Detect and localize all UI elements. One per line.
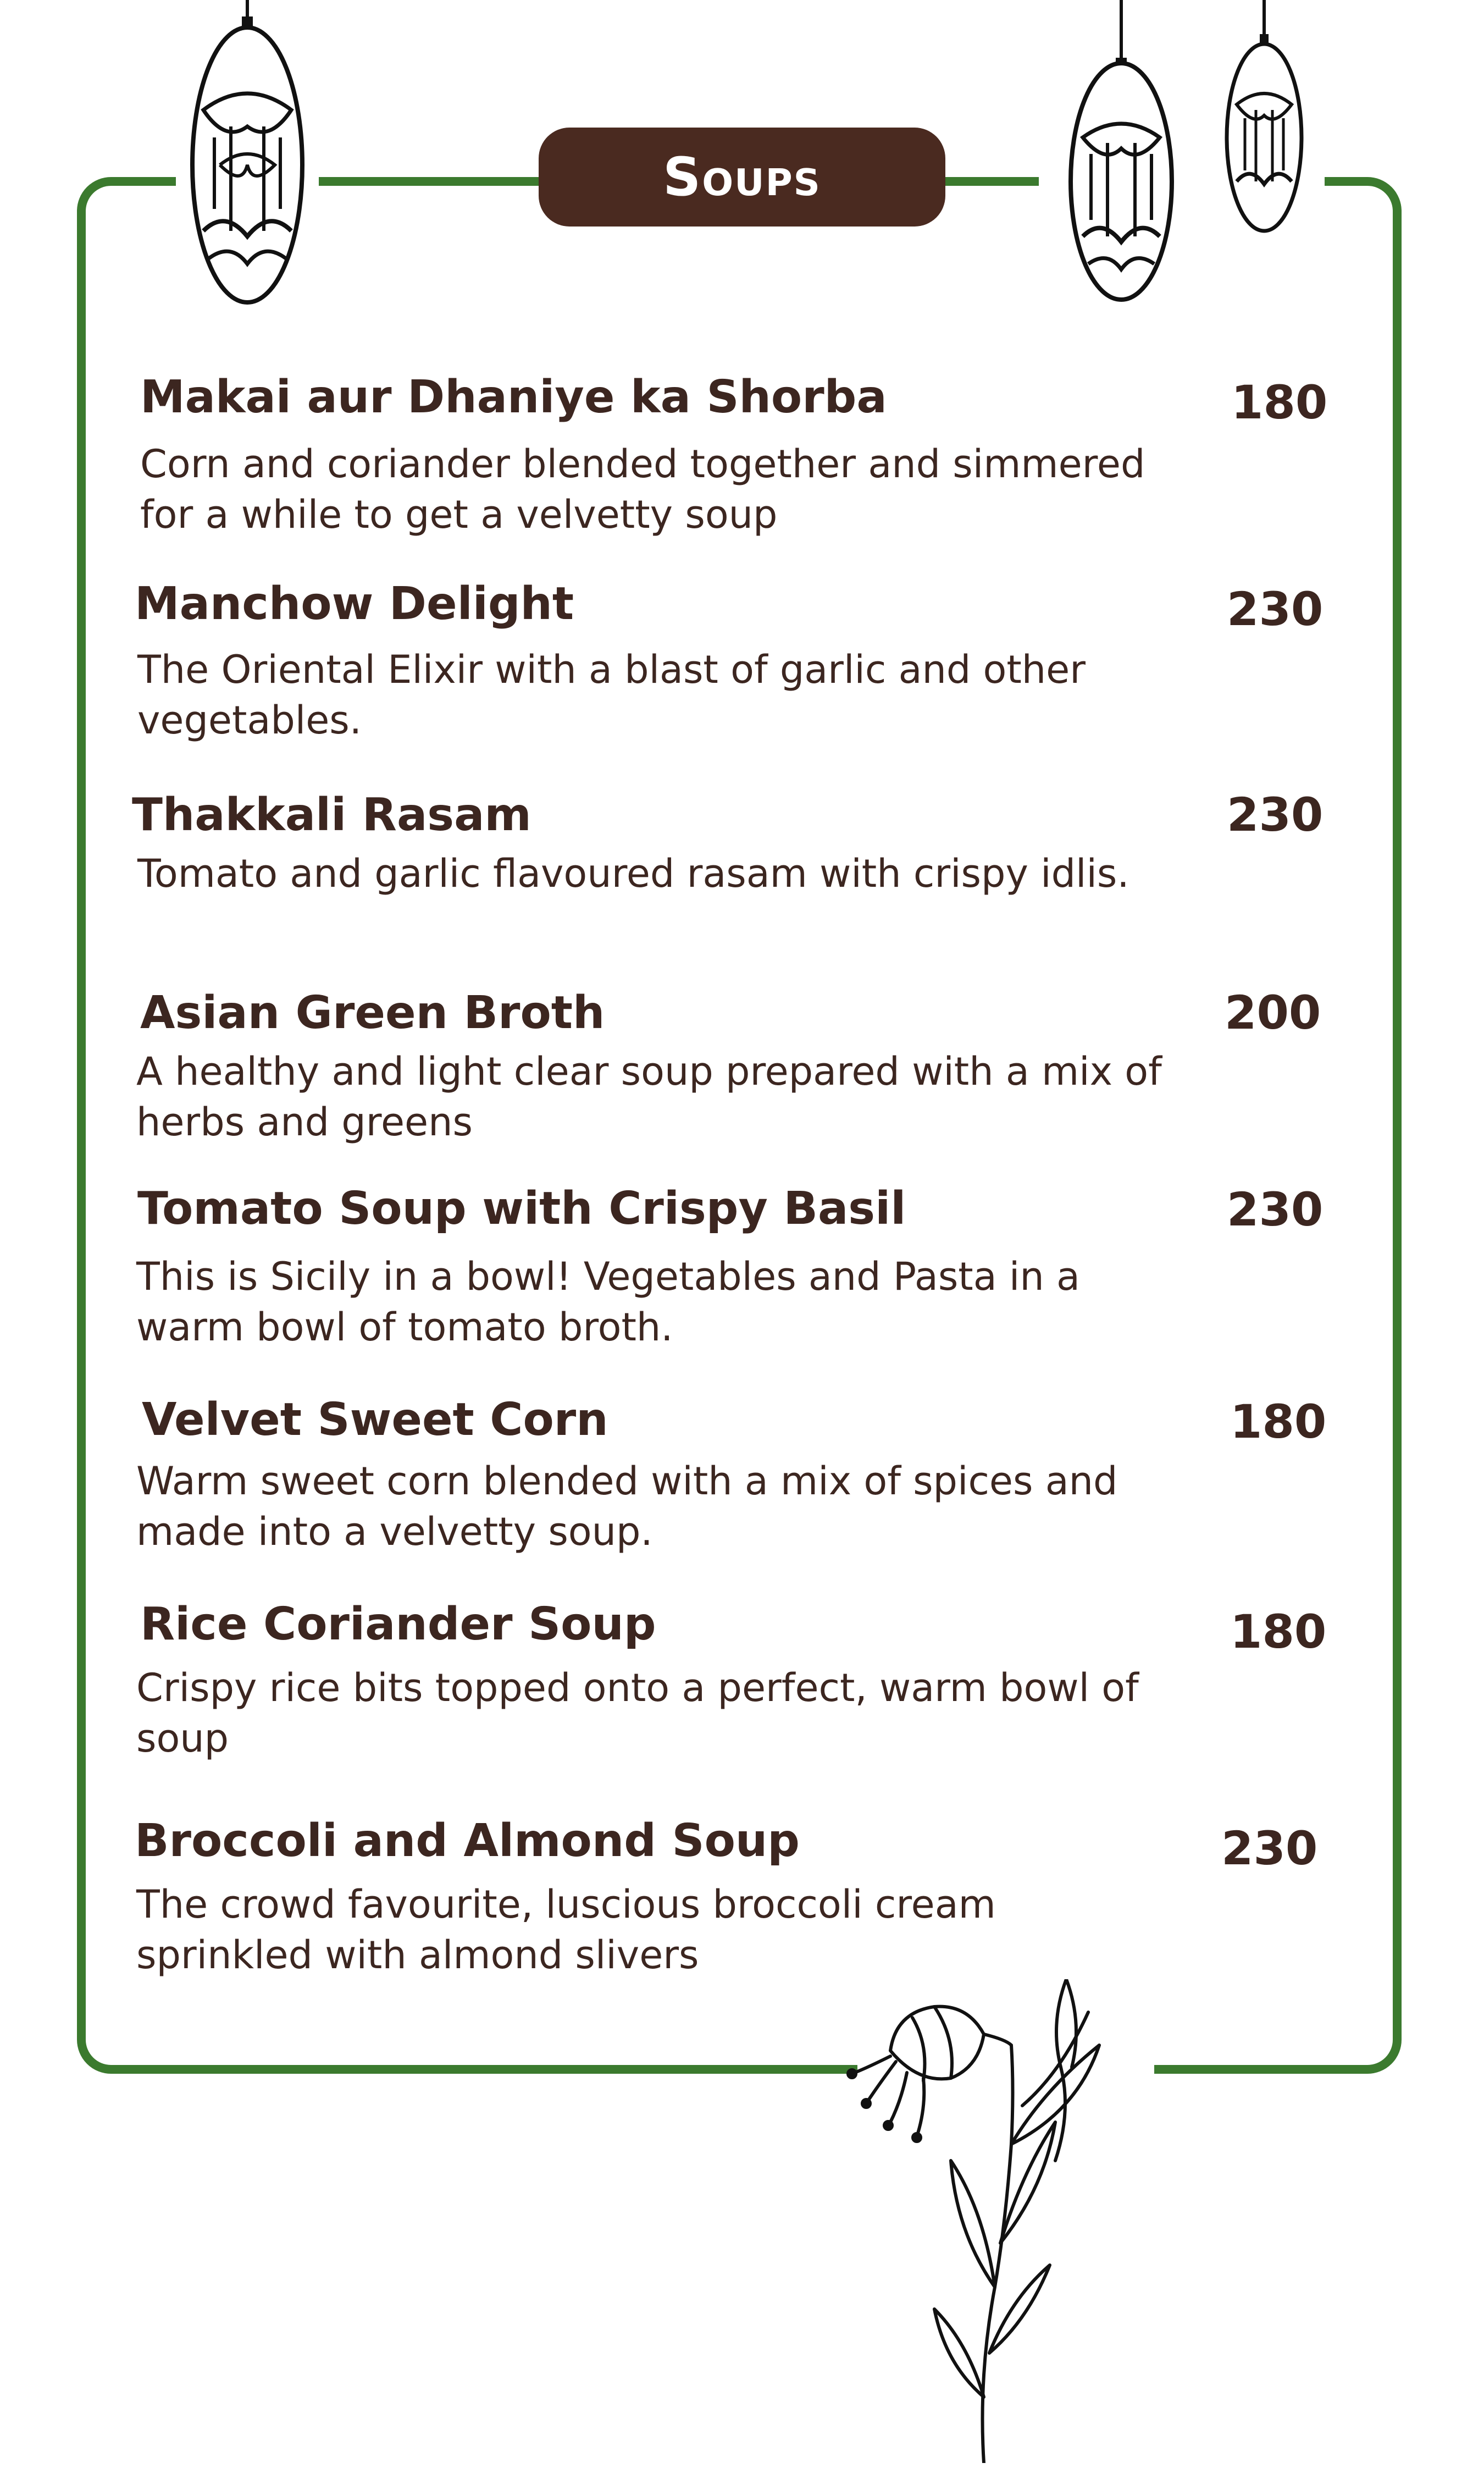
item-name: Velvet Sweet Corn — [142, 1394, 608, 1446]
item-description: A healthy and light clear soup prepared with a mix of herbs and greens — [136, 1049, 1162, 1145]
hanging-lamp-icon — [1061, 0, 1182, 308]
item-name: Manchow Delight — [135, 578, 574, 630]
section-title-badge — [539, 128, 945, 227]
item-description: Corn and coriander blended together and simmered for a while to get a velvetty soup — [140, 441, 1145, 537]
item-price: 230 — [1221, 1821, 1318, 1875]
item-name: Makai aur Dhaniye ka Shorba — [140, 371, 887, 423]
item-price: 230 — [1227, 788, 1324, 842]
item-name: Thakkali Rasam — [132, 789, 531, 841]
item-description: Tomato and garlic flavoured rasam with crispy idlis. — [137, 851, 1129, 896]
item-name: Tomato Soup with Crispy Basil — [137, 1183, 906, 1235]
item-name: Asian Green Broth — [140, 987, 605, 1039]
hanging-lamp-icon — [181, 0, 313, 308]
section-title: Soups — [663, 146, 821, 208]
item-price: 180 — [1230, 1605, 1327, 1659]
item-description: Crispy rice bits topped onto a perfect, warm bowl of soup — [136, 1665, 1139, 1761]
item-description: The Oriental Elixir with a blast of garlic and other vegetables. — [137, 647, 1086, 743]
item-description: The crowd favourite, luscious broccoli cream sprinkled with almond slivers — [136, 1882, 996, 1978]
item-price: 230 — [1227, 1183, 1324, 1236]
flower-illustration-icon — [846, 1979, 1154, 2463]
item-name: Rice Coriander Soup — [140, 1598, 656, 1650]
item-price: 180 — [1231, 375, 1328, 429]
item-description: Warm sweet corn blended with a mix of spices and made into a velvetty soup. — [136, 1459, 1118, 1554]
item-price: 230 — [1227, 582, 1324, 636]
item-price: 180 — [1230, 1395, 1327, 1449]
item-name: Broccoli and Almond Soup — [135, 1815, 800, 1867]
item-description: This is Sicily in a bowl! Vegetables and Pasta in a warm bowl of tomato broth. — [136, 1254, 1080, 1350]
item-price: 200 — [1225, 986, 1321, 1040]
hanging-lamp-icon — [1220, 0, 1308, 242]
